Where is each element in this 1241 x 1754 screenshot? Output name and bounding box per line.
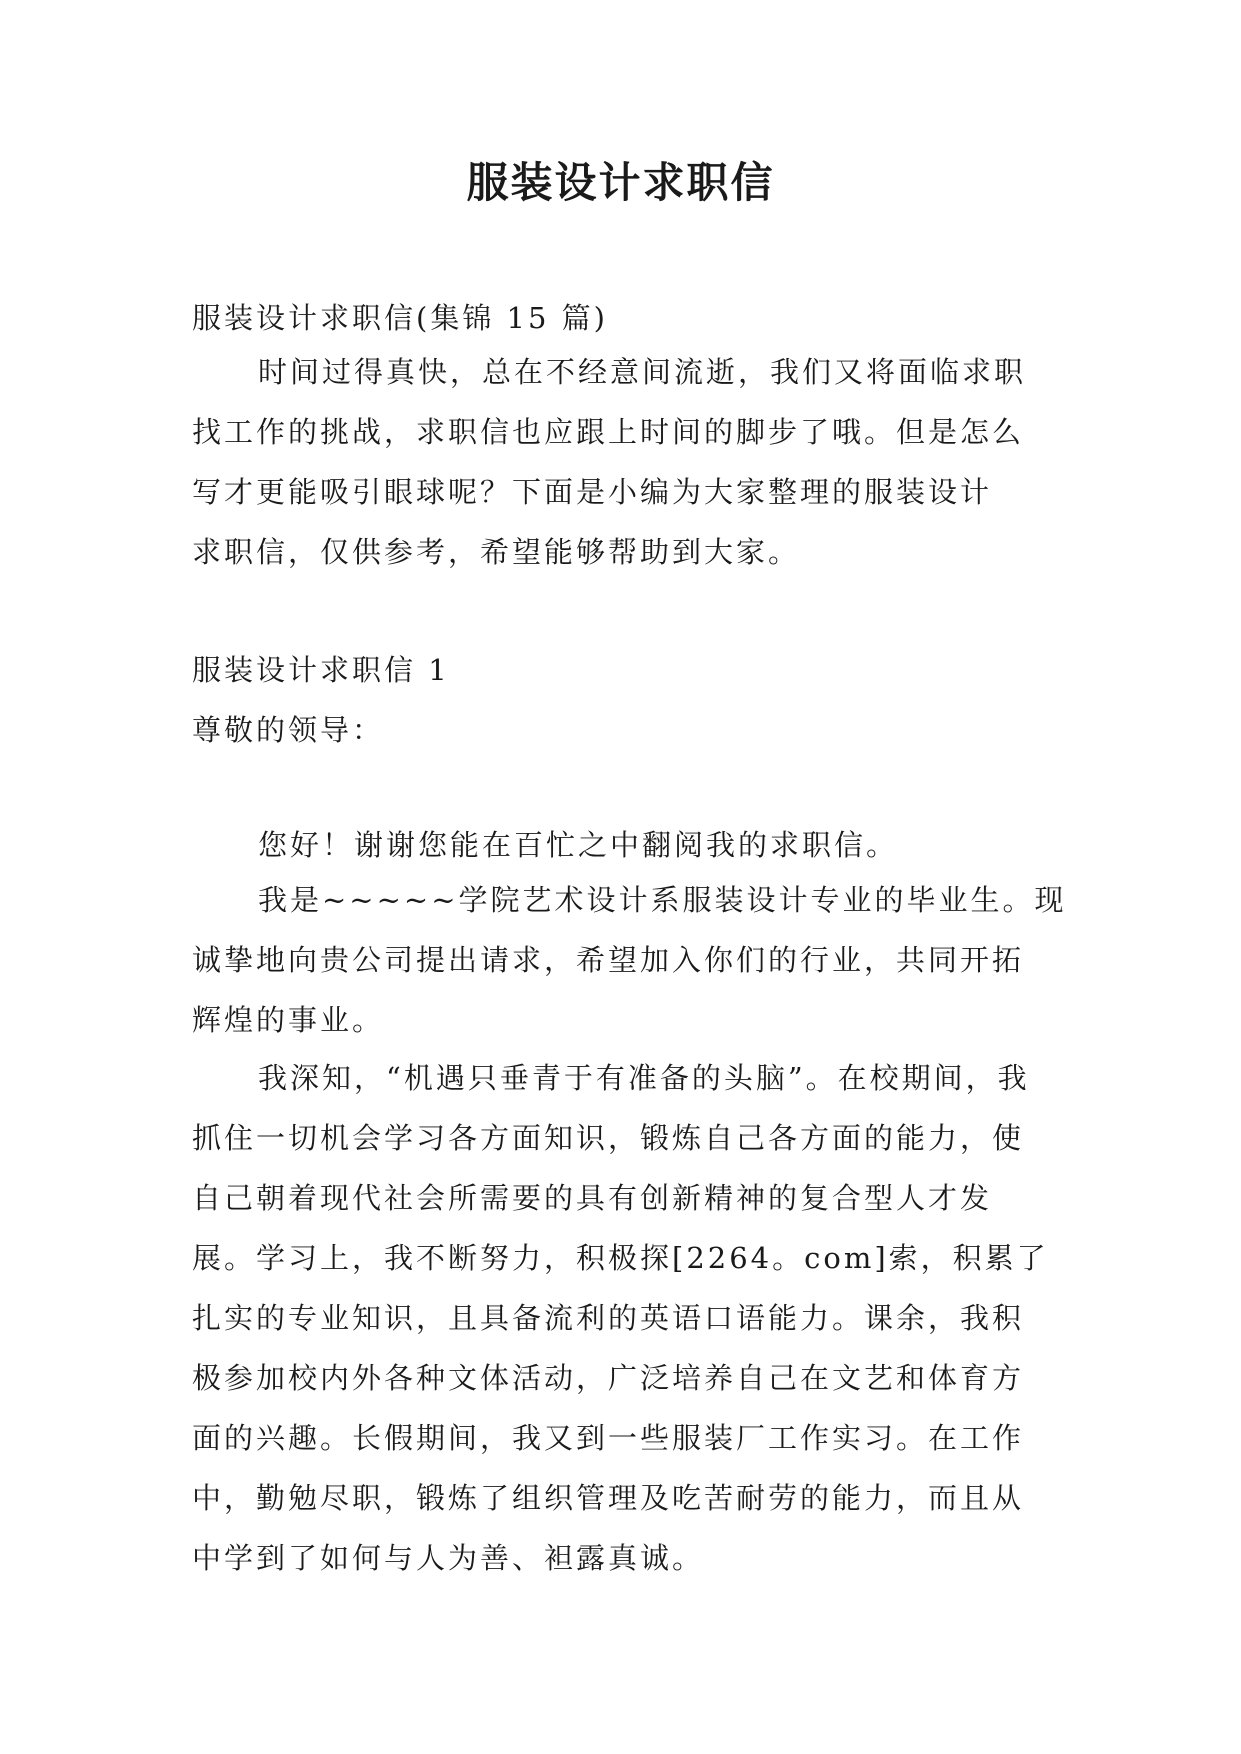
paragraph-intro-self (192, 870, 1067, 1050)
greeting-line: 您好！谢谢您能在百忙之中翻阅我的求职信。 (258, 828, 899, 862)
section-heading (192, 640, 1054, 700)
intro-line: 写才更能吸引眼球呢？下面是小编为大家整理的服装设计 (192, 475, 993, 509)
intro-line: 时间过得真快，总在不经意间流逝，我们又将面临求职 (258, 355, 1027, 389)
paragraph-line: 展。学习上，我不断努力，积极探[2264。com]索，积累了 (192, 1241, 1049, 1275)
section-heading-text: 服装设计求职信 1 (192, 653, 450, 687)
document-title: 服装设计求职信 (466, 158, 775, 207)
subtitle-line: 服装设计求职信(集锦 15 篇) (192, 301, 608, 335)
paragraph-line: 极参加校内外各种文体活动，广泛培养自己在文艺和体育方 (192, 1361, 1025, 1395)
paragraph-line: 辉煌的事业。 (192, 1003, 385, 1037)
document-subtitle (192, 288, 1054, 348)
paragraph-line: 面的兴趣。长假期间，我又到一些服装厂工作实习。在工作 (192, 1421, 1025, 1455)
intro-line: 求职信，仅供参考，希望能够帮助到大家。 (192, 535, 801, 569)
greeting-paragraph (192, 815, 1054, 875)
salutation (192, 700, 1054, 760)
paragraph-line: 我是~~~~~学院艺术设计系服装设计专业的毕业生。现 (258, 883, 1067, 917)
paragraph-line: 我深知，“机遇只垂青于有准备的头脑”。在校期间，我 (258, 1061, 1030, 1095)
intro-line: 找工作的挑战，求职信也应跟上时间的脚步了哦。但是怎么 (192, 415, 1025, 449)
salutation-text: 尊敬的领导： (192, 713, 385, 747)
paragraph-line: 中学到了如何与人为善、袒露真诚。 (192, 1541, 705, 1575)
paragraph-line: 抓住一切机会学习各方面知识，锻炼自己各方面的能力，使 (192, 1121, 1025, 1155)
paragraph-line: 中，勤勉尽职，锻炼了组织管理及吃苦耐劳的能力，而且从 (192, 1481, 1025, 1515)
paragraph-line: 自己朝着现代社会所需要的具有创新精神的复合型人才发 (192, 1181, 993, 1215)
paragraph-line: 扎实的专业知识，且具备流利的英语口语能力。课余，我积 (192, 1301, 1025, 1335)
paragraph-experience (192, 1048, 1054, 1588)
paragraph-line: 诚挚地向贵公司提出请求，希望加入你们的行业，共同开拓 (192, 943, 1025, 977)
intro-paragraph (192, 342, 1054, 582)
